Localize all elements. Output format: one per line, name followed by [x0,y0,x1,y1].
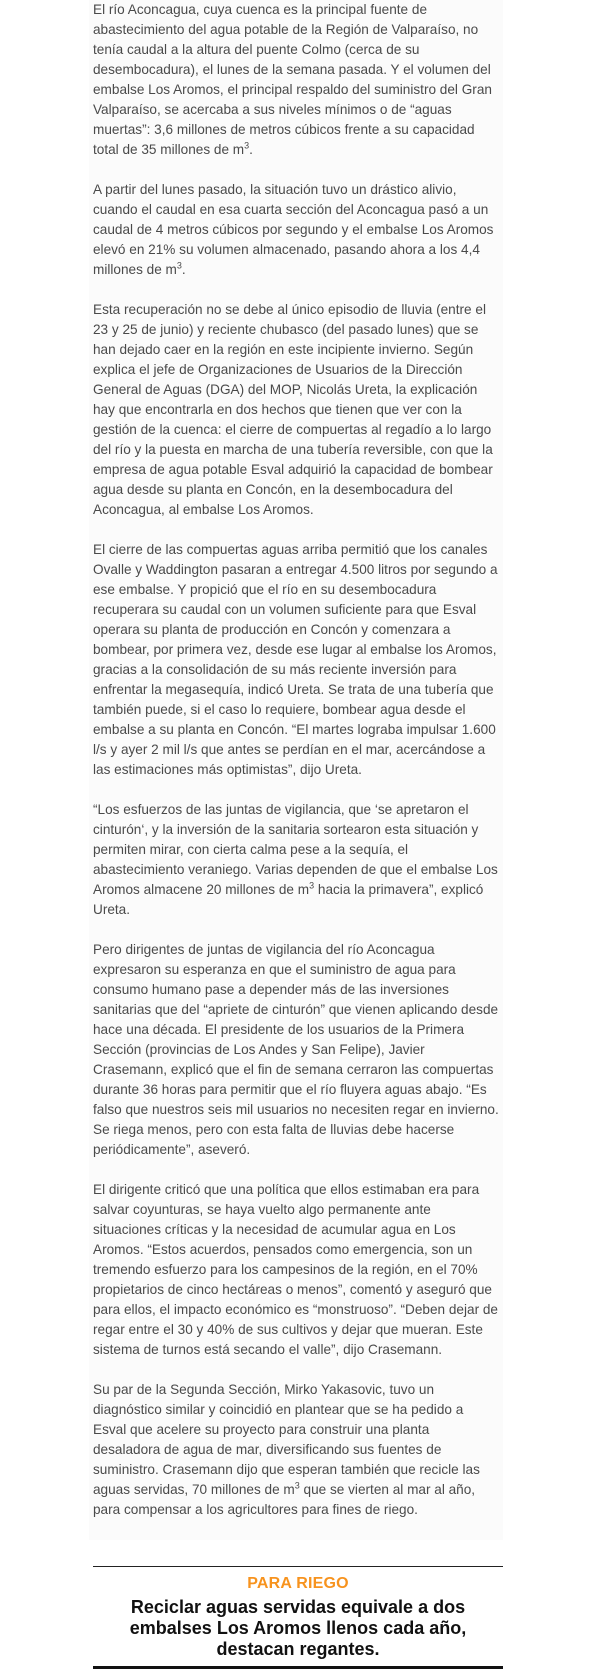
superscript: 3 [176,260,182,271]
paragraph-text: “Los esfuerzos de las juntas de vigilancia, que ‘se apretaron el cinturón‘, y la inversión de la sanitaria sortearon esta situación y permiten mirar, con cierta calma pese a la sequía, el abastecimiento veraniego. Varias dependen de que el embalse Los Aromos almacene 20 millones de m [93,802,498,897]
pull-quote-box [93,1566,503,1667]
article-paragraph: El cierre de las compuertas aguas arriba permitió que los canales Ovalle y Waddington pasaran a entregar 4.500 litros por segundo a ese embalse. Y propició que el río en su desembocadura recuperara su caudal con un volumen suficiente para que Esval operara su planta de producción en Concón y comenzara a bombear, por primera vez, desde ese lugar al embalse los Aromos, gracias a la consolidación de su más reciente inversión para enfrentar la megasequía, indicó Ureta. Se trata de una tubería que también puede, si el caso lo requiere, bombear agua desde el embalse a su planta en Concón. “El martes lograba impulsar 1.600 l/s y ayer 2 mil l/s que antes se perdían en el mar, acercándose a las estimaciones más optimistas”, dijo Ureta. [93,542,498,777]
article-paragraph [93,800,499,920]
superscript: 3 [294,1480,300,1491]
article-paragraph [93,180,499,280]
article-body [89,0,503,1540]
article-paragraph: Esta recuperación no se debe al único episodio de lluvia (entre el 23 y 25 de junio) y reciente chubasco (del pasado lunes) que se han dejado caer en la región en este incipiente invierno. Según explica el jefe de Organizaciones de Usuarios de la Dirección General de Aguas (DGA) del MOP, Nicolás Ureta, la explicación hay que encontrarla en dos hechos que tienen que ver con la gestión de la cuenca: el cierre de compuertas al regadío a lo largo del río y la puesta en marcha de una tubería reversible, con que la empresa de agua potable Esval adquirió la capacidad de bombear agua desde su planta en Concón, en la desembocadura del Aconcagua, al embalse Los Aromos. [93,302,493,517]
paragraph-tail: hacia la primavera”, explicó Ureta. [93,882,484,917]
paragraph-text: A partir del lunes pasado, la situación tuvo un drástico alivio, cuando el caudal en esa cuarta sección del Aconcagua pasó a un caudal de 4 metros cúbicos por segundo y el embalse Los Aromos elevó en 21% su volumen almacenado, pasando ahora a los 4,4 millones de m [93,182,494,277]
paragraph-text: El río Aconcagua, cuya cuenca es la principal fuente de abastecimiento del agua potable de la Región de Valparaíso, no tenía caudal a la altura del puente Colmo (cerca de su desembocadura), el lunes de la semana pasada. Y el volumen del embalse Los Aromos, el principal respaldo del suministro del Gran Valparaíso, se acercaba a sus niveles mínimos o de “aguas muertas”: 3,6 millones de metros cúbicos frente a su capacidad total de 35 millones de m [93,2,492,157]
paragraph-tail: . [249,142,253,157]
paragraph-tail: que se vierten al mar al año, para compensar a los agricultores para fines de riego. [93,1482,476,1517]
paragraph-text: Su par de la Segunda Sección, Mirko Yakasovic, tuvo un diagnóstico similar y coincidió en plantear que se ha pedido a Esval que acelere su proyecto para construir una planta desaladora de agua de mar, diversificando sus fuentes de suministro. Crasemann dijo que esperan también que recicle las aguas servidas, 70 millones de m [93,1382,480,1497]
superscript: 3 [244,140,250,151]
article-paragraph [93,0,499,160]
superscript: 3 [309,880,315,891]
article-paragraph: Pero dirigentes de juntas de vigilancia del río Aconcagua expresaron su esperanza en que el suministro de agua para consumo humano pase a depender más de las inversiones sanitarias que del “apriete de cinturón” que vienen aplicando desde hace una década. El presidente de los usuarios de la Primera Sección (provincias de Los Andes y San Felipe), Javier Crasemann, explicó que el fin de semana cerraron las compuertas durante 36 horas para permitir que el río fluyera aguas abajo. “Es falso que nuestros seis mil usuarios no necesiten regar en invierno. Se riega menos, pero con esta falta de lluvias debe hacerse periódicamente”, aseveró. [93,942,499,1157]
article-paragraph [93,1380,499,1520]
callout-headline: Reciclar aguas servidas equivale a dos embalses Los Aromos llenos cada año, destacan regantes. [129,1597,467,1659]
callout-kicker: PARA RIEGO [247,1575,349,1592]
article-paragraph: El dirigente criticó que una política que ellos estimaban era para salvar coyunturas, se haya vuelto algo permanente ante situaciones críticas y la necesidad de acumular agua en Los Aromos. “Estos acuerdos, pensados como emergencia, son un tremendo esfuerzo para los campesinos de la región, en el 70% propietarios de cinco hectáreas o menos”, comentó y aseguró que para ellos, el impacto económico es “monstruoso”. “Deben dejar de regar entre el 30 y 40% de sus cultivos y dejar que mueran. Este sistema de turnos está secando el valle”, dijo Crasemann. [93,1182,498,1357]
paragraph-tail: . [181,262,186,277]
